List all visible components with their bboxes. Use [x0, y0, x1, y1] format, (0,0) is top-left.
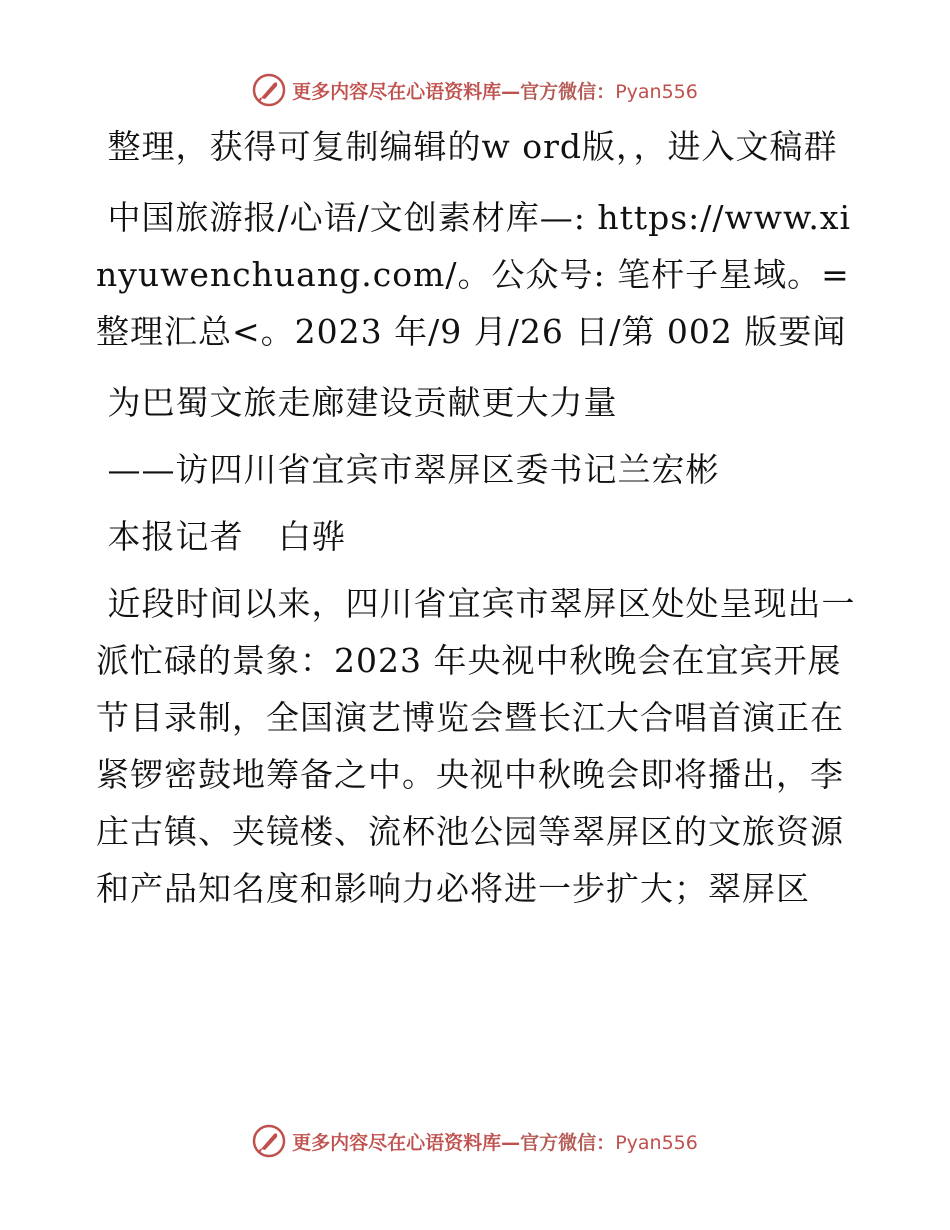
- banner-wechat-id: Pyan556: [615, 1131, 698, 1154]
- article-subtitle: ——访四川省宜宾市翠屏区委书记兰宏彬: [96, 450, 720, 489]
- quill-pen-logo-icon: [252, 73, 286, 107]
- footer-watermark-banner: [0, 1121, 950, 1161]
- banner-site-text: 更多内容尽在心语资料库: [292, 80, 502, 103]
- banner-text: [292, 1128, 698, 1155]
- header-watermark-banner: [0, 70, 950, 110]
- paragraph-source: 中国旅游报/心语/文创素材库—: https://www.xinyuwenchuang.com/。公众号: 笔杆子星域。=整理汇总<。2023 年/9 月/26 日/第 002 版要闻: [96, 198, 852, 351]
- banner-site-text: 更多内容尽在心语资料库: [292, 1131, 502, 1154]
- banner-dash: —: [501, 1131, 521, 1154]
- banner-wechat-label: 官方微信：: [520, 1131, 616, 1154]
- article-body: 近段时间以来，四川省宜宾市翠屏区处处呈现出一派忙碌的景象：2023 年央视中秋晚会在宜宾开展节目录制，全国演艺博览会暨长江大合唱首演正在紧锣密鼓地筹备之中。央视中秋晚会即将播出，李庄古镇、夹镜楼、流杯池公园等翠屏区的文旅资源和产品知名度和影响力必将进一步扩大；翠屏区: [96, 584, 856, 908]
- article-byline: 本报记者 白骅: [96, 517, 346, 556]
- document-body: [96, 118, 856, 917]
- banner-wechat-id: Pyan556: [615, 80, 698, 103]
- banner-text: [292, 77, 698, 104]
- paragraph-intro: 整理，获得可复制编辑的w ord版，，进入文稿群: [96, 127, 838, 166]
- banner-dash: —: [501, 80, 521, 103]
- banner-wechat-label: 官方微信：: [520, 80, 616, 103]
- article-title: 为巴蜀文旅走廊建设贡献更大力量: [96, 383, 618, 422]
- quill-pen-logo-icon: [252, 1124, 286, 1158]
